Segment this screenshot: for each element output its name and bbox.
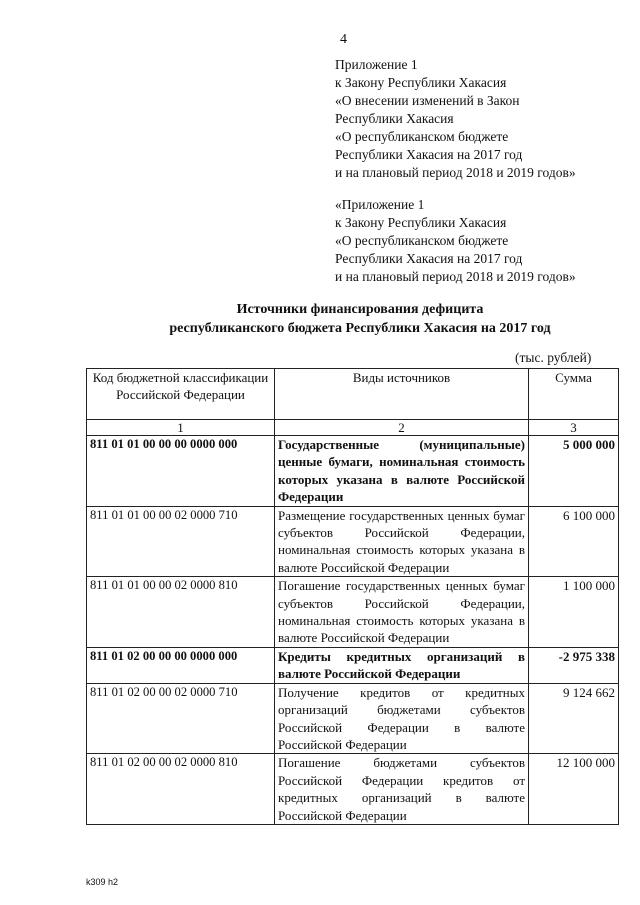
annex-line: Республики Хакасия [335,111,454,126]
row-code: 811 01 02 00 00 02 0000 810 [87,754,275,825]
row-amount: 5 000 000 [529,436,619,507]
title-line: республиканского бюджета Республики Хакасия на 2017 год [169,321,551,336]
row-description: Размещение государственных ценных бумаг субъектов Российской Федерации, номинальная стоимость которых указана в валюте Российской Федерации [275,506,529,577]
table-row [87,647,619,683]
row-amount: 6 100 000 [529,506,619,577]
column-number: 1 [87,420,275,436]
document-title [80,300,640,338]
annex-line: к Закону Республики Хакасия [335,215,507,230]
table-row [87,683,619,754]
title-line: Источники финансирования дефицита [236,302,484,317]
annex-line: Республики Хакасия на 2017 год [335,147,523,162]
row-description: Получение кредитов от кредитных организаций бюджетами субъектов Российской Федерации в валюте Российской Федерации [275,683,529,754]
header-source-type: Виды источников [275,369,529,420]
column-number: 2 [275,420,529,436]
row-code: 811 01 01 00 00 00 0000 000 [87,436,275,507]
row-description: Погашение государственных ценных бумаг субъектов Российской Федерации, номинальная стоимость которых указана в валюте Российской Федерации [275,577,529,648]
annex-line: Приложение 1 [335,57,418,72]
header-code: Код бюджетной классификации Российской Федерации [87,369,275,420]
table-header-row [87,369,619,420]
row-description: Государственные (муниципальные) ценные бумаги, номинальная стоимость которых указана в валюте Российской Федерации [275,436,529,507]
row-code: 811 01 02 00 00 02 0000 710 [87,683,275,754]
footer-code: k309 h2 [86,877,119,887]
row-amount: 1 100 000 [529,577,619,648]
row-description: Погашение бюджетами субъектов Российской Федерации кредитов от кредитных организаций в валюте Российской Федерации [275,754,529,825]
row-amount: -2 975 338 [529,647,619,683]
units-label: (тыс. рублей) [515,350,592,365]
annex-line: «О республиканском бюджете [335,129,509,144]
annex-line: Республики Хакасия на 2017 год [335,251,523,266]
table-row [87,436,619,507]
annex-line: «О внесении изменений в Закон [335,93,520,108]
row-code: 811 01 01 00 00 02 0000 810 [87,577,275,648]
row-amount: 9 124 662 [529,683,619,754]
table-row [87,506,619,577]
annex-line: «О республиканском бюджете [335,233,509,248]
table-row [87,754,619,825]
row-description: Кредиты кредитных организаций в валюте Российской Федерации [275,647,529,683]
header-amount: Сумма [529,369,619,420]
annex-current-heading [335,56,635,182]
column-number-row [87,420,619,436]
table-row [87,577,619,648]
annex-line: к Закону Республики Хакасия [335,75,507,90]
annex-original-heading [335,196,635,286]
row-code: 811 01 02 00 00 00 0000 000 [87,647,275,683]
row-code: 811 01 01 00 00 02 0000 710 [87,506,275,577]
financing-sources-table [86,368,619,825]
annex-line: и на плановый период 2018 и 2019 годов» [335,269,576,284]
annex-line: «Приложение 1 [335,197,425,212]
page-number: 4 [340,32,347,47]
row-amount: 12 100 000 [529,754,619,825]
annex-line: и на плановый период 2018 и 2019 годов» [335,165,576,180]
column-number: 3 [529,420,619,436]
